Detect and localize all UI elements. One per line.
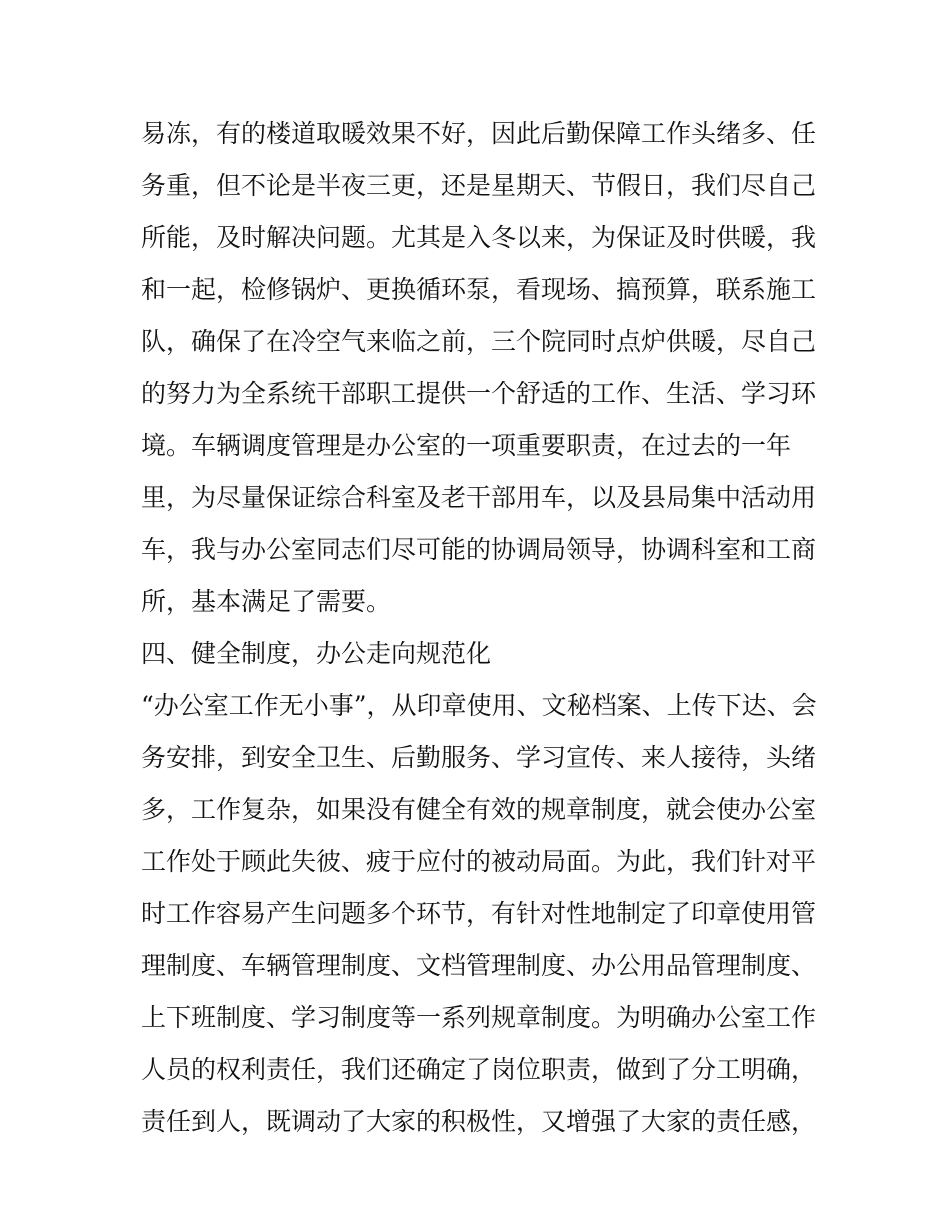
- text-line: 所能，及时解决问题。尤其是入冬以来，为保证及时供暖，我: [141, 223, 817, 252]
- text-line: “办公室工作无小事”，从印章使用、文秘档案、上传下达、会: [141, 691, 817, 720]
- text-line: 责任到人，既调动了大家的积极性，又增强了大家的责任感，: [141, 1107, 817, 1136]
- text-line: 时工作容易产生问题多个环节，有针对性地制定了印章使用管: [141, 899, 817, 928]
- text-line: 务重，但不论是半夜三更，还是星期天、节假日，我们尽自己: [141, 171, 817, 200]
- section-heading: 四、健全制度，办公走向规范化: [141, 639, 492, 668]
- document-body: [141, 108, 821, 1148]
- text-line: 队，确保了在冷空气来临之前，三个院同时点炉供暖，尽自己: [141, 327, 817, 356]
- text-line: 境。车辆调度管理是办公室的一项重要职责，在过去的一年: [141, 431, 792, 460]
- text-line: 里，为尽量保证综合科室及老干部用车，以及县局集中活动用: [141, 483, 817, 512]
- text-line: 车，我与办公室同志们尽可能的协调局领导，协调科室和工商: [141, 535, 817, 564]
- text-line: 的努力为全系统干部职工提供一个舒适的工作、生活、学习环: [141, 379, 817, 408]
- text-line: 和一起，检修锅炉、更换循环泵，看现场、搞预算，联系施工: [141, 275, 817, 304]
- text-line: 易冻，有的楼道取暖效果不好，因此后勤保障工作头绪多、任: [141, 119, 817, 148]
- text-line: 人员的权利责任，我们还确定了岗位职责，做到了分工明确，: [141, 1055, 817, 1084]
- text-line: 多，工作复杂，如果没有健全有效的规章制度，就会使办公室: [141, 795, 817, 824]
- text-line: 理制度、车辆管理制度、文档管理制度、办公用品管理制度、: [141, 951, 817, 980]
- text-line: 工作处于顾此失彼、疲于应付的被动局面。为此，我们针对平: [141, 847, 817, 876]
- text-line: 务安排，到安全卫生、后勤服务、学习宣传、来人接待，头绪: [141, 743, 817, 772]
- text-line: 上下班制度、学习制度等一系列规章制度。为明确办公室工作: [141, 1003, 817, 1032]
- text-line: 所，基本满足了需要。: [141, 587, 392, 616]
